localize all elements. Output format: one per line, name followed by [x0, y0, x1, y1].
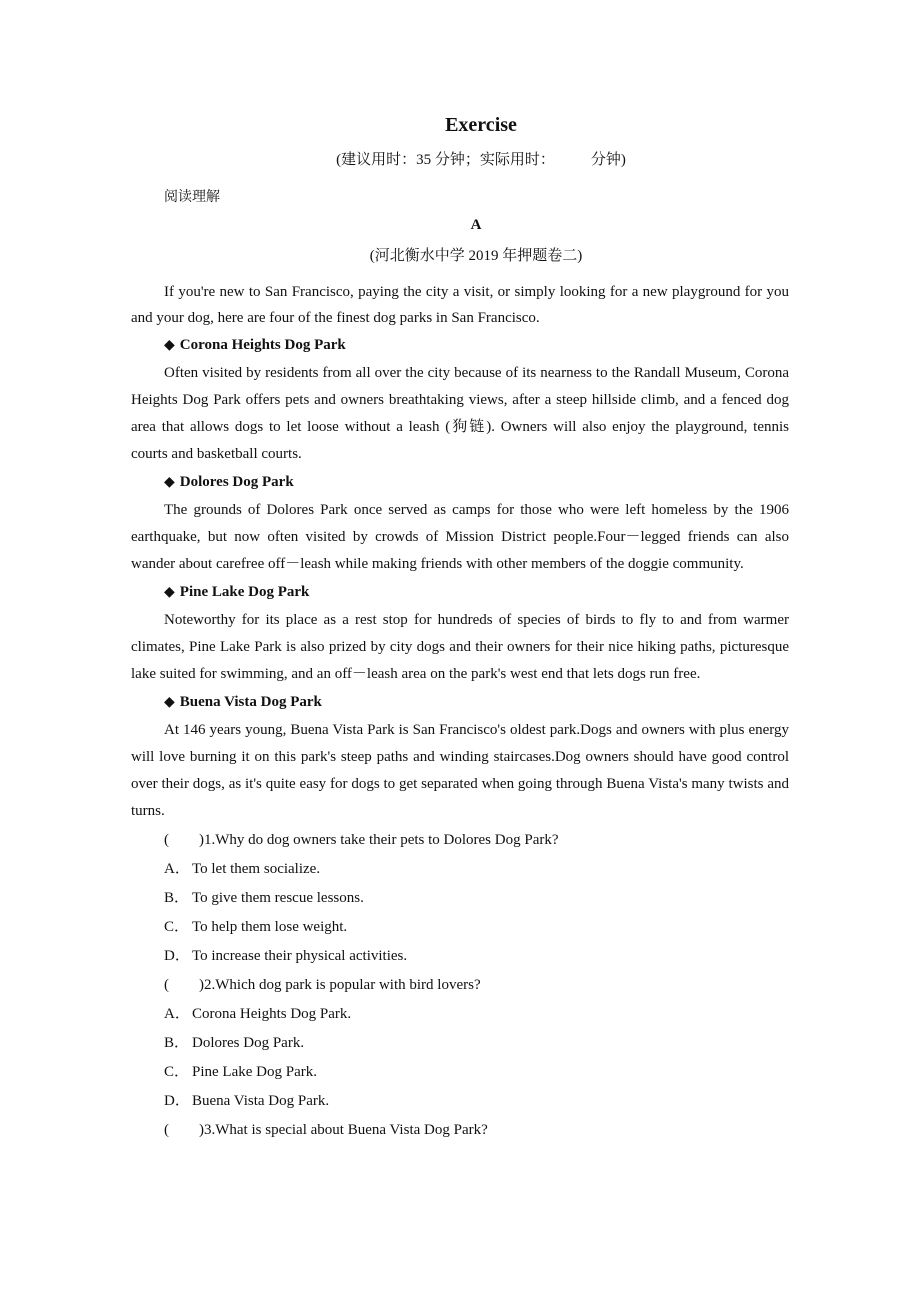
page-title: Exercise	[445, 114, 517, 136]
heading-text: Pine Lake Dog Park	[179, 584, 310, 600]
question-1-option-a	[164, 855, 789, 884]
option-text: Pine Lake Dog Park.	[192, 1064, 317, 1080]
part-label: A	[470, 217, 482, 233]
option-text: Buena Vista Dog Park.	[192, 1093, 330, 1109]
diamond-bullet-icon: ◆	[164, 475, 175, 490]
answer-paren-open: (	[164, 1122, 169, 1138]
section-paragraph-buena-vista: At 146 years young, Buena Vista Park is San Francisco's oldest park.Dogs and owners with plus energy will love burning it on this park's steep paths and winding staircases.Dog owners should have good control over their dogs, as it's quite easy for dogs to get separated when going through Buena Vista's many twists and turns.	[131, 722, 789, 819]
question-text: )1.Why do dog owners take their pets to Dolores Dog Park?	[199, 832, 559, 848]
answer-paren-open: (	[164, 977, 169, 993]
diamond-bullet-icon: ◆	[164, 585, 175, 600]
option-letter: A．	[164, 1006, 190, 1022]
option-letter: C．	[164, 919, 190, 935]
question-2-option-d	[164, 1087, 789, 1116]
question-text: )2.Which dog park is popular with bird lovers?	[199, 977, 481, 993]
option-text: To help them lose weight.	[192, 919, 348, 935]
option-letter: B．	[164, 890, 190, 906]
question-1-option-d	[164, 942, 789, 971]
option-text: To give them rescue lessons.	[192, 890, 364, 906]
question-1-stem	[164, 826, 789, 855]
option-text: To increase their physical activities.	[192, 948, 408, 964]
section-heading-buena-vista	[164, 689, 789, 716]
option-text: To let them socialize.	[192, 861, 321, 877]
answer-paren-open: (	[164, 832, 169, 848]
section-paragraph-dolores: The grounds of Dolores Park once served as camps for those who were left homeless by the 1906 earthquake, but now often visited by crowds of Mission District people.Four－legged friends can also wander about carefree off－leash while making friends with other members of the doggie community.	[131, 502, 789, 572]
section-heading-corona-heights	[164, 332, 789, 359]
question-1-option-c	[164, 913, 789, 942]
diamond-bullet-icon: ◆	[164, 338, 175, 353]
time-hint-suffix: 分钟)	[590, 152, 626, 168]
section-heading-dolores	[164, 469, 789, 496]
question-2-stem	[164, 971, 789, 1000]
question-2-option-b	[164, 1029, 789, 1058]
question-2-option-c	[164, 1058, 789, 1087]
option-letter: A．	[164, 861, 190, 877]
option-text: Dolores Dog Park.	[192, 1035, 305, 1051]
section-type-label: 阅读理解	[164, 189, 220, 205]
passage-intro: If you're new to San Francisco, paying the city a visit, or simply looking for a new playground for you and your dog, here are four of the finest dog parks in San Francisco.	[131, 284, 789, 326]
question-list	[131, 826, 789, 1145]
section-paragraph-corona-heights: Often visited by residents from all over the city because of its nearness to the Randall Museum, Corona Heights Dog Park offers pets and owners breathtaking views, after a steep hillside climb, and a fenced dog area that allows dogs to let loose without a leash (狗链). Owners will also enjoy the playground, tennis courts and basketball courts.	[131, 365, 789, 462]
suggested-time-hint	[131, 150, 831, 170]
source-citation: (河北衡水中学 2019 年押题卷二)	[369, 248, 583, 264]
question-3-stem	[164, 1116, 789, 1145]
option-letter: D．	[164, 1093, 190, 1109]
diamond-bullet-icon: ◆	[164, 695, 175, 710]
section-paragraph-pine-lake: Noteworthy for its place as a rest stop for hundreds of species of birds to fly to and from warmer climates, Pine Lake Park is also prized by city dogs and their owners for their nice hiking paths, picturesque lake suited for swimming, and an off－leash area on the park's west end that lets dogs run free.	[131, 612, 789, 682]
question-1-option-b	[164, 884, 789, 913]
section-heading-pine-lake	[164, 579, 789, 606]
heading-text: Dolores Dog Park	[179, 474, 294, 490]
question-text: )3.What is special about Buena Vista Dog Park?	[199, 1122, 488, 1138]
option-letter: D．	[164, 948, 190, 964]
reading-passage	[131, 279, 789, 1145]
option-letter: B．	[164, 1035, 190, 1051]
heading-text: Corona Heights Dog Park	[179, 337, 346, 353]
option-letter: C．	[164, 1064, 190, 1080]
time-hint-prefix: (建议用时：35 分钟；实际用时：	[336, 152, 555, 168]
question-2-option-a	[164, 1000, 789, 1029]
heading-text: Buena Vista Dog Park	[179, 694, 322, 710]
option-text: Corona Heights Dog Park.	[192, 1006, 352, 1022]
